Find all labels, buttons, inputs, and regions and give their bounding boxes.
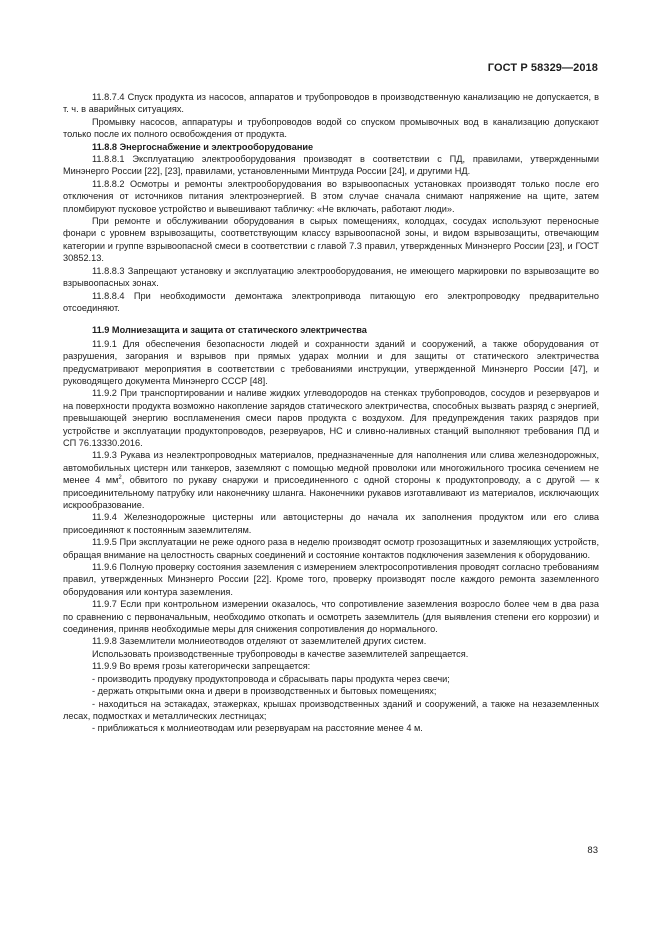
paragraph-repair-lamps: При ремонте и обслуживании оборудования в сырых помещениях, колодцах, сосудах используют переносные фонари с уровнем взрывозащиты, соответствующим классу взрывоопасной зоны, и видом взрывозащиты, отвечающим категории и группе взрывоопасной смеси в соответствии с главой 7.3 правил, утвержденных Минэнерго России [23], и ГОСТ 30852.13. [63,216,599,264]
document-body [63,91,599,735]
paragraph-11-9-2: 11.9.2 При транспортировании и наливе жидких углеводородов на стенках трубопроводов, сосудов и резервуаров и на поверхности продукта возможно накопление зарядов статического электричества, способных вызвать разряд с энергией, превышающей энергию воспламенения смеси паров продукта с воздухом. Для предупреждения таких разрядов при устройстве и эксплуатации продуктопроводов, резервуаров, НС и сливно-наливных станций выполняют требования ПД и СП 76.13330.2016. [63,388,599,448]
superscript-2: 2 [118,475,122,482]
document-header: ГОСТ Р 58329—2018 [487,62,598,74]
section-heading-11-9: 11.9 Молниезащита и защита от статического электричества [92,325,367,336]
paragraph-11-9-6: 11.9.6 Полную проверку состояния заземления с измерением электросопротивления проводят согласно требованиям правил, утвержденных Минэнерго России [22]. Кроме того, проверку производят после каждого ремонта заземленного оборудования или контура заземления. [63,562,599,597]
list-item-purge: - производить продувку продуктопровода и сбрасывать пары продукта через свечи; [92,673,450,684]
paragraph-11-8-8-3: 11.8.8.3 Запрещают установку и эксплуатацию электрооборудования, не имеющего маркировки по взрывозащите во взрывоопасных зонах. [63,265,599,289]
paragraph-11-8-8-4: 11.8.8.4 При необходимости демонтажа электропривода питающую его электропроводку предварительно отсоединяют. [63,290,599,313]
list-item-windows: - держать открытыми окна и двери в производственных и бытовых помещениях; [92,686,437,697]
page-number: 83 [587,845,598,856]
list-item-overpasses: - находиться на эстакадах, этажерках, крышах производственных зданий и сооружений, а также на незаземленных лесах, подмостках и металлических лестницах; [63,698,599,721]
paragraph-11-8-8-1: 11.8.8.1 Эксплуатацию электрооборудования производят в соответствии с ПД, правилами, утвержденными Минэнерго России [22], [23], правилами, установленными Минтруда России [24], и другими НД. [63,154,599,177]
paragraph-11-9-3-part-2: , обвитого по рукаву снаружи и присоединенного с одной стороны к продуктопроводу, а с другой — к присоединительному патрубку или наконечнику шланга. Наконечники рукавов изготавливают из материалов, исключающих искрообразование. [63,475,599,510]
paragraph-11-9-4: 11.9.4 Железнодорожные цистерны или автоцистерны до начала их заполнения продуктом или его слива присоединяют к постоянным заземлителям. [63,512,599,535]
section-heading-11-8-8: 11.8.8 Энергоснабжение и электрооборудование [92,141,314,152]
paragraph-11-8-7-4: 11.8.7.4 Спуск продукта из насосов, аппаратов и трубопроводов в производственную канализацию не допускается, в т. ч. в аварийных ситуациях. [63,92,599,115]
paragraph-11-9-5: 11.9.5 При эксплуатации не реже одного раза в неделю производят осмотр грозозащитных и заземляющих устройств, обращая внимание на целостность сварных соединений и состояние контактов подключения заземления к оборудованию. [63,537,599,560]
list-item-lightning-rods: - приближаться к молниеотводам или резервуарам на расстояние менее 4 м. [92,723,423,734]
paragraph-11-8-8-2: 11.8.8.2 Осмотры и ремонты электрооборудования во взрывоопасных установках производят только после его отключения от источников питания электроэнергией. В этом случае сначала снимают напряжение на щите, затем пломбируют пусковое устройство и вывешивают табличку: «Не включать, работают люди». [63,178,599,214]
paragraph-flushing: Промывку насосов, аппаратуры и трубопроводов водой со спуском промывочных вод в канализацию допускают только после их полного освобождения от продукта. [63,116,599,140]
paragraph-11-9-7: 11.9.7 Если при контрольном измерении оказалось, что сопротивление заземления возросло более чем в два раза по сравнению с первоначальным, необходимо откопать и осмотреть заземлитель (для выявления степени его коррозии) и соединения, приняв необходимые меры для снижения сопротивления до нормального. [63,599,599,635]
paragraph-11-9-3 [63,449,599,511]
paragraph-11-9-3-part-1: 11.9.3 Рукава из неэлектропроводных материалов, предназначенные для наполнения или слива железнодорожных, автомобильных цистерн или танкеров, заземляют с помощью медной проволоки или многожильного тросика сечением не менее 4 мм [63,450,599,486]
paragraph-pipelines-prohibited: Использовать производственные трубопроводы в качестве заземлителей запрещается. [92,648,469,659]
paragraph-11-9-9: 11.9.9 Во время грозы категорически запрещается: [92,661,311,672]
paragraph-11-9-1: 11.9.1 Для обеспечения безопасности людей и сохранности зданий и сооружений, а также оборудования от разрушения, загорания и взрывов при прямых ударах молнии и для защиты от статического электричества предусматривают мероприятия в соответствии с требованиями инструкции, утвержденной Минэнерго России [47], и руководящего документа Минэнерго СССР [48]. [63,338,599,386]
paragraph-11-9-8: 11.9.8 Заземлители молниеотводов отделяют от заземлителей других систем. [92,636,427,647]
